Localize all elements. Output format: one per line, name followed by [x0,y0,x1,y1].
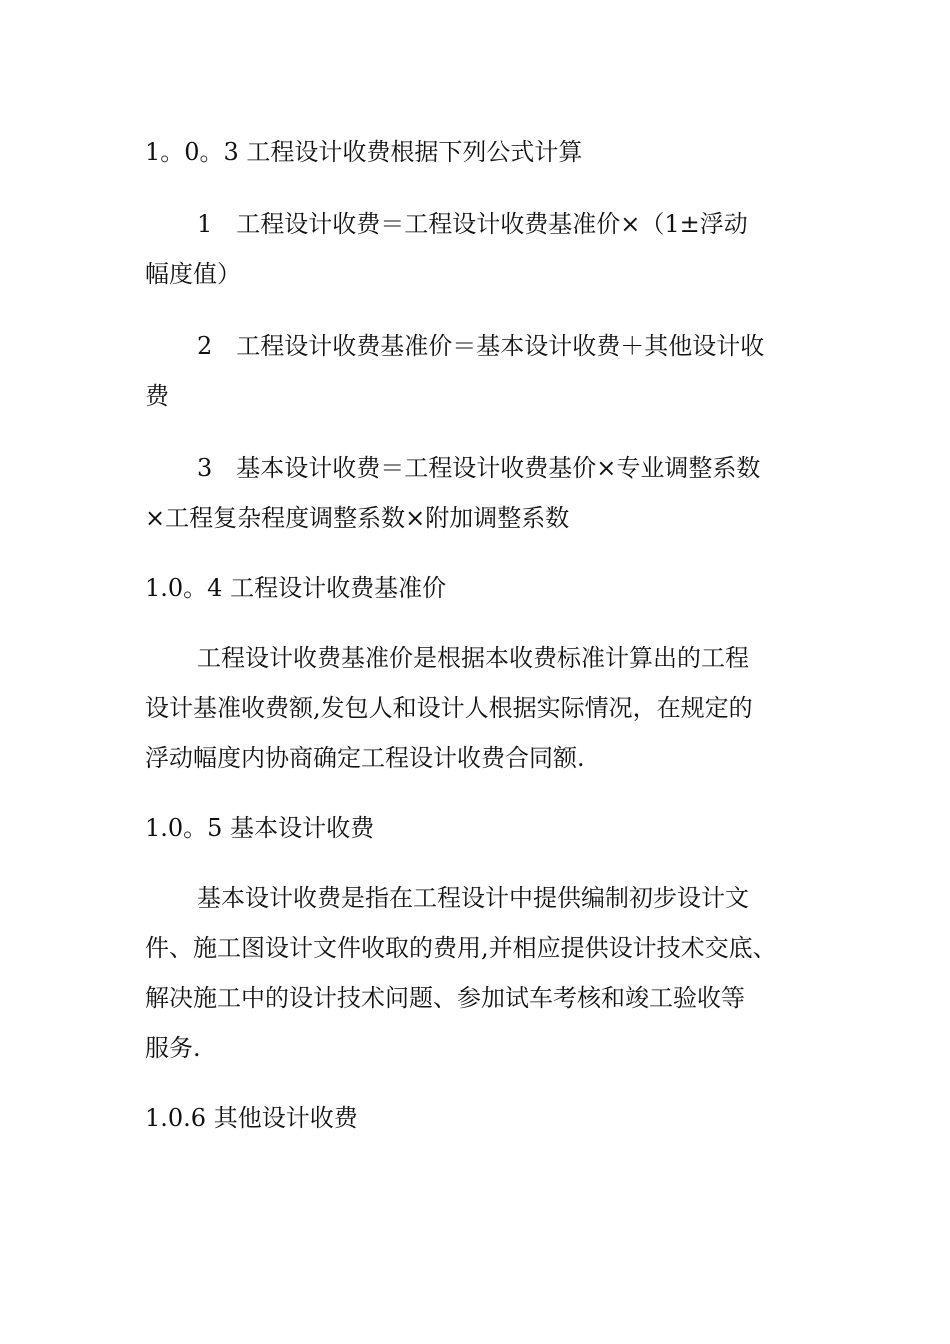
paragraph-line: 服务. [145,1034,201,1062]
document-page [145,127,825,1143]
paragraph-line: 件、施工图设计文件收取的费用,并相应提供设计技术交底、 [145,934,777,962]
formula-item-line: 1 工程设计收费＝工程设计收费基准价×（1±浮动 [197,210,748,238]
paragraph-line: 浮动幅度内协商确定工程设计收费合同额. [145,744,585,772]
paragraph-line: 设计基准收费额,发包人和设计人根据实际情况，在规定的 [145,694,753,722]
paragraph-line: 工程设计收费基准价是根据本收费标准计算出的工程 [197,644,749,672]
formula-item-1 [145,199,825,299]
formula-item-line: 幅度值） [145,260,241,288]
paragraph-base-price [145,633,825,783]
section-heading-1-0-6: 1.0.6 其他设计收费 [145,1104,358,1132]
section-heading-1-0-4: 1.0。4 工程设计收费基准价 [145,574,447,602]
formula-item-line: 3 基本设计收费＝工程设计收费基价×专业调整系数 [197,454,761,482]
formula-item-line: 费 [145,382,169,410]
paragraph-basic-fee [145,873,825,1073]
paragraph-line: 基本设计收费是指在工程设计中提供编制初步设计文 [197,884,749,912]
formula-item-2 [145,321,825,421]
formula-item-line: 2 工程设计收费基准价＝基本设计收费＋其他设计收 [197,332,765,360]
section-heading-1-0-3: 1。0。3 工程设计收费根据下列公式计算 [145,138,583,166]
formula-item-3 [145,443,825,543]
section-heading-1-0-5: 1.0。5 基本设计收费 [145,814,375,842]
formula-item-line: ×工程复杂程度调整系数×附加调整系数 [145,504,570,532]
paragraph-line: 解决施工中的设计技术问题、参加试车考核和竣工验收等 [145,984,745,1012]
